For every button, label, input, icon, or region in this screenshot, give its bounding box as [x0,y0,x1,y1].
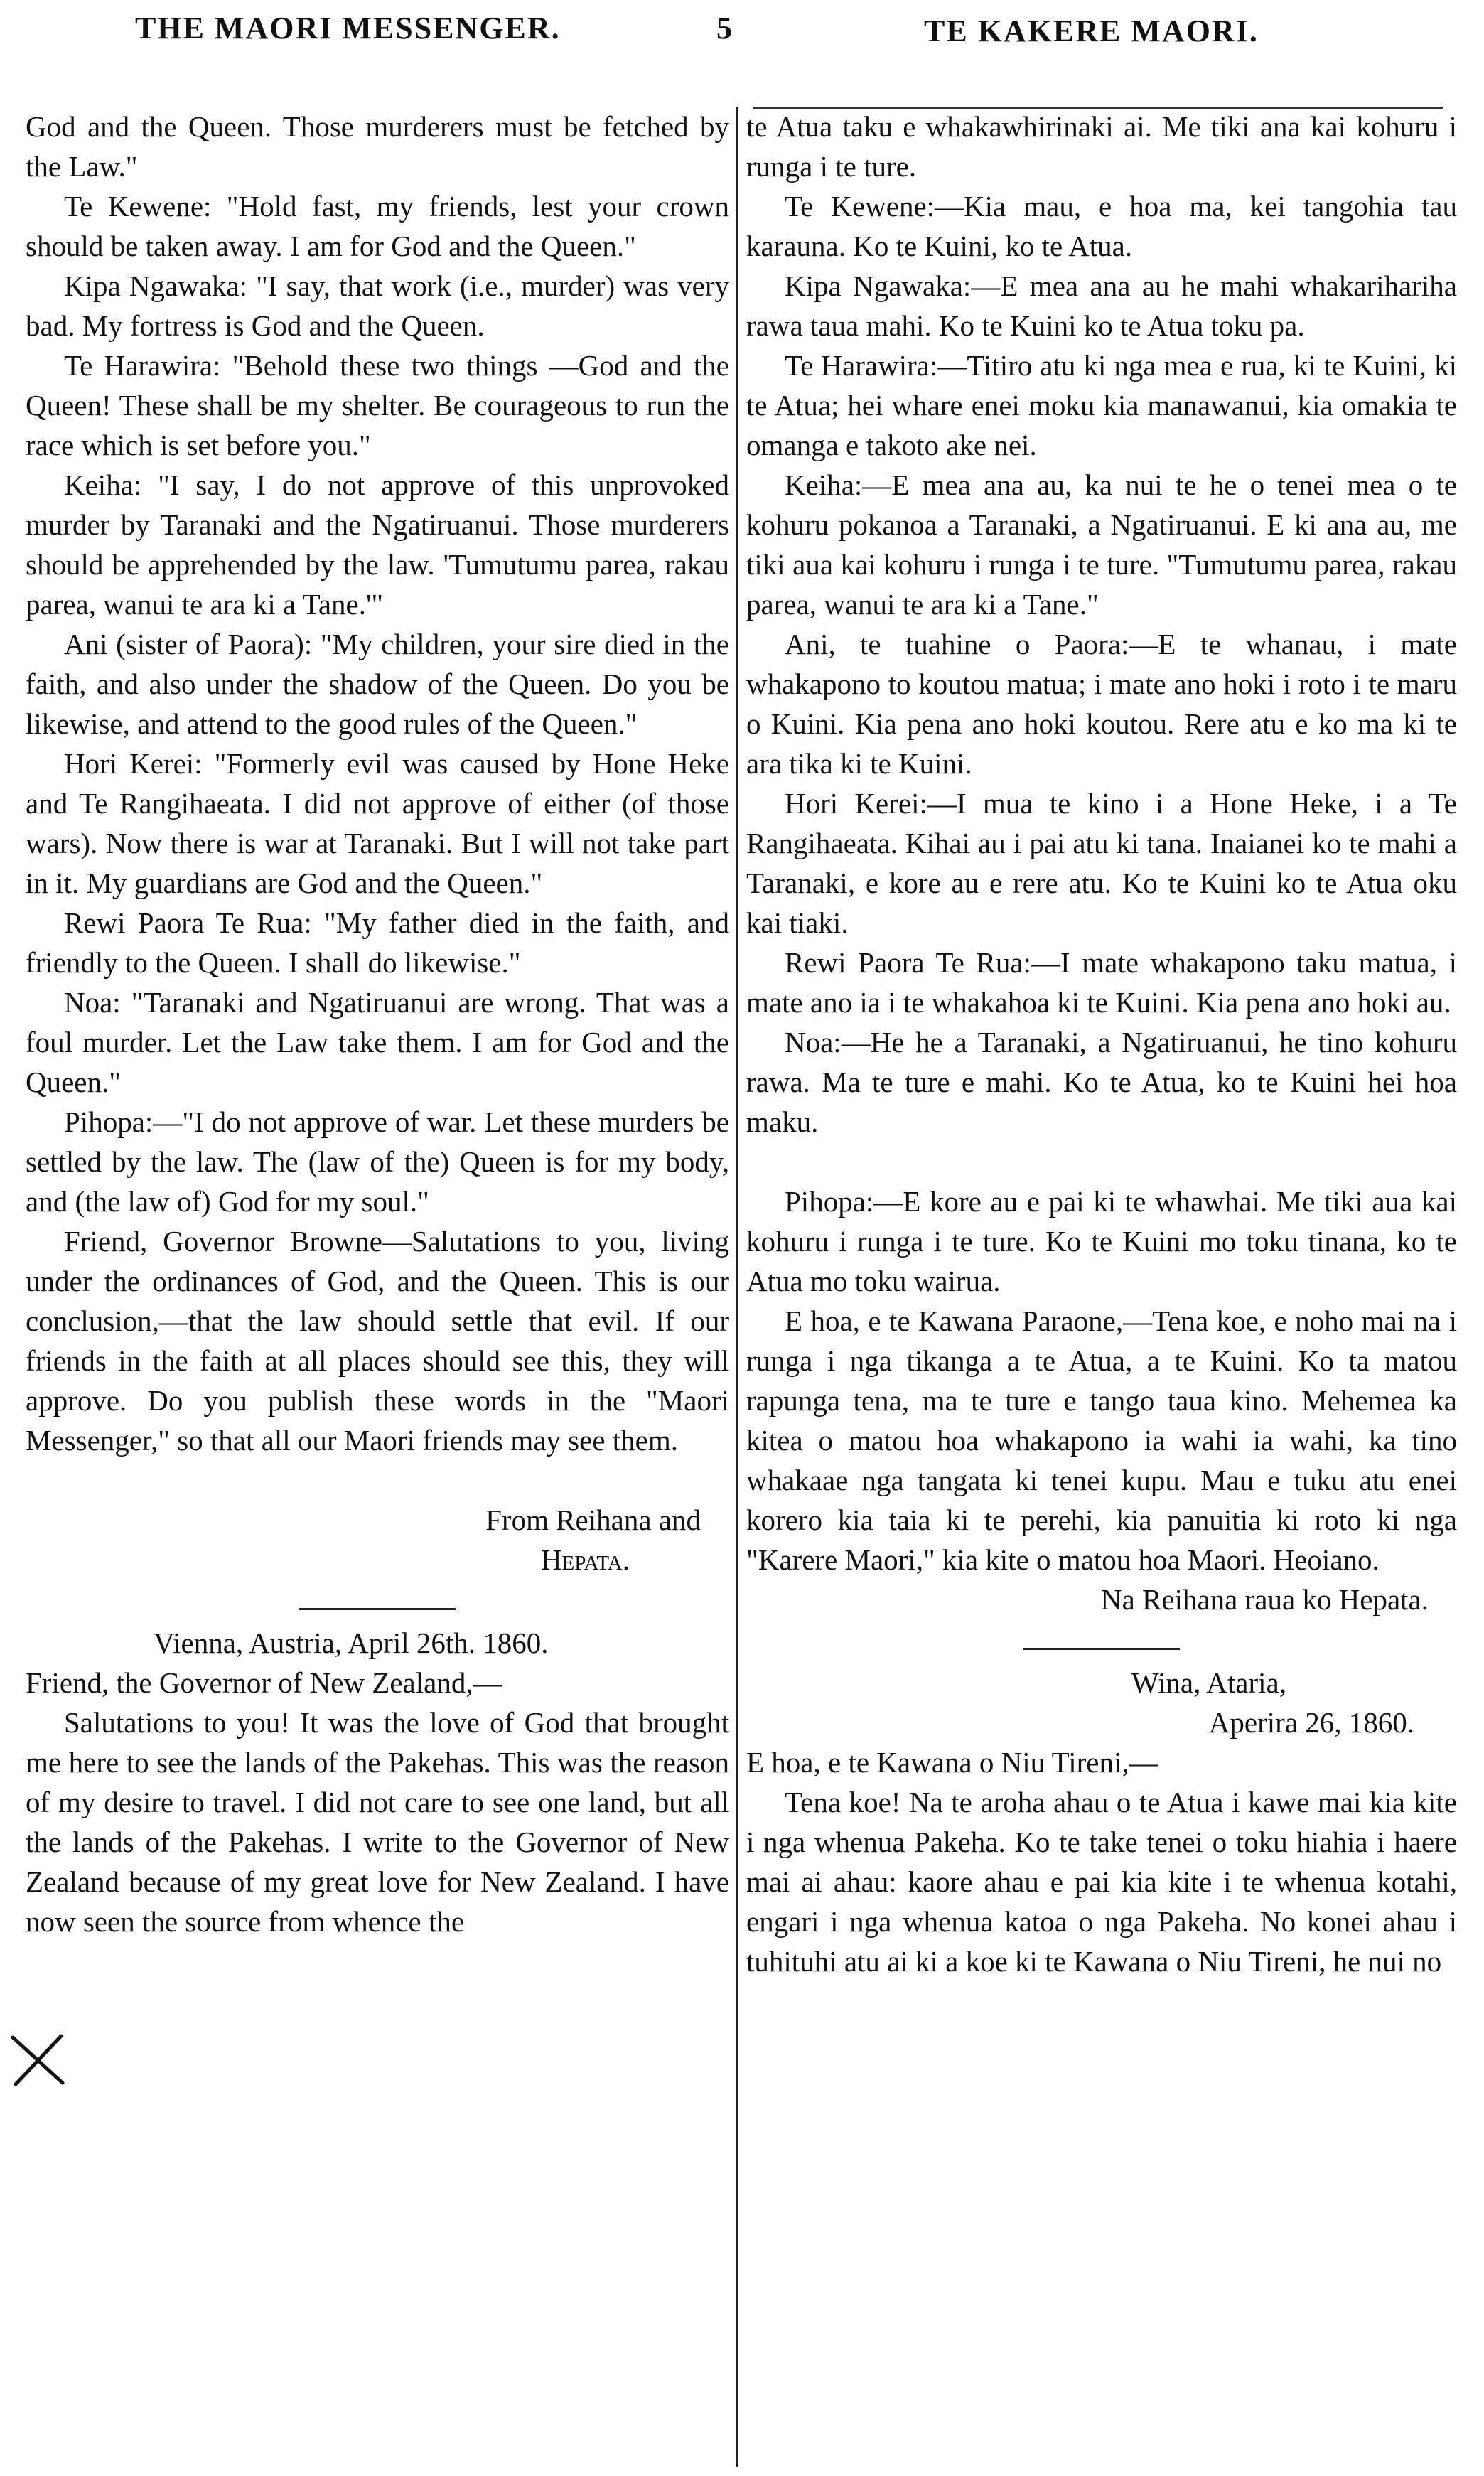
section-rule [1023,1648,1180,1650]
maori-paragraph: Noa:—He he a Taranaki, a Ngatiruanui, he tino kohuru rawa. Ma te ture e mahi. Ko te Atua, ko te Kuini hei hoa maku. [746,1026,1457,1138]
maori-column [746,107,1457,1981]
maori-paragraph: Keiha:—E mea ana au, ka nui te he o tenei mea o te kohuru pokanoa a Taranaki, a Ngatiruanui. E ki ana au, me tiki aua kai kohuru i runga i te ture. "Tumutumu parea, rakau parea, wanui te ara ki a Tane." [746,468,1457,621]
english-letter-body: Salutations to you! It was the love of God that brought me here to see the lands of the Pakehas. This was the reason of my desire to travel. I did not care to see one land, but all the lands of the Pakehas. I write to the Governor of New Zealand because of my great love for New Zealand. I have now seen the source from whence the [26,1706,729,1938]
english-letter-greeting: Friend, the Governor of New Zealand,— [26,1666,502,1699]
english-paragraph: Pihopa:—"I do not approve of war. Let these murders be settled by the law. The (law of the) Queen is for my body, and (the law of) God for my soul." [26,1105,729,1218]
maori-paragraph: Hori Kerei:—I mua te kino i a Hone Heke, i a Te Rangihaeata. Kihai au i pai atu ki tana. Inaianei ko te mahi a Taranaki, e kore au e rere atu. Ko te Kuini ko te Atua oku kai tiaki. [746,787,1457,939]
maori-signature: Na Reihana raua ko Hepata. [1100,1583,1429,1616]
english-signature-line1: From Reihana and [485,1504,701,1536]
english-paragraph: Friend, Governor Browne—Salutations to you, living under the ordinances of God, and the Queen. This is our conclusion,—that the law should settle that evil. If our friends in the faith at all places should see this, they will approve. Do you publish these words in the "Maori Messenger," so that all our Maori friends may see them. [26,1225,729,1457]
english-paragraph: Kipa Ngawaka: "I say, that work (i.e., murder) was very bad. My fortress is God and the Queen. [26,269,729,342]
english-paragraph: Hori Kerei: "Formerly evil was caused by Hone Heke and Te Rangihaeata. I did not approve of either (of those wars). Now there is war at Taranaki. But I will not take part in it. My guardians are God and the Queen." [26,747,729,899]
english-paragraph: Keiha: "I say, I do not approve of this unprovoked murder by Taranaki and the Ngatiruanui. Those murderers should be apprehended by the law. 'Tumutumu parea, rakau parea, wanui te ara ki a Tane.'" [26,468,729,621]
maori-paragraph: Te Harawira:—Titiro atu ki nga mea e rua, ki te Kuini, ki te Atua; hei whare enei moku kia manawanui, kia omakia te omanga e takoto ake nei. [746,349,1457,461]
maori-paragraph: E hoa, e te Kawana Paraone,—Tena koe, e noho mai na i runga i nga tikanga a te Atua, a te Kuini. Ko ta matou rapunga tena, ma te ture e tango taua kino. Mehemea ka kitea o matou hoa whakapono ia wahi ia wahi, ka tino whakaae nga tangata ki tenei kupu. Mau e tuku atu enei korero kia taia ki te perehi, kia panuitia ki roto ki nga "Karere Maori," kia kite o matou hoa Maori. Heoiano. [746,1304,1457,1576]
english-letter-date: Vienna, Austria, April 26th. 1860. [154,1626,549,1659]
english-paragraph: Te Harawira: "Behold these two things —God and the Queen! These shall be my shelter. Be courageous to run the race which is set before you." [26,349,729,461]
maori-paragraph: Pihopa:—E kore au e pai ki te whawhai. Me tiki aua kai kohuru i runga i te ture. Ko te Kuini mo toku tinana, ko te Atua mo toku wairua. [746,1185,1457,1297]
maori-paragraph: Ani, te tuahine o Paora:—E te whanau, i mate whakapono to koutou matua; i mate ano hoki i roto i te maru o Kuini. Kia pena ano hoki koutou. Rere atu e ko ma ki te ara tika ki te Kuini. [746,628,1457,780]
maori-paragraph: Te Kewene:—Kia mau, e hoa ma, kei tangohia tau karauna. Ko te Kuini, ko te Atua. [746,190,1457,262]
maori-paragraph: Rewi Paora Te Rua:—I mate whakapono taku matua, i mate ano ia i te whakahoa ki te Kuini. Kia pena ano hoki au. [746,946,1457,1019]
maori-paragraph: Kipa Ngawaka:—E mea ana au he mahi whakarihariha rawa taua mahi. Ko te Kuini ko te Atua toku pa. [746,269,1457,342]
english-paragraph: Te Kewene: "Hold fast, my friends, lest your crown should be taken away. I am for God and the Queen." [26,190,729,262]
maori-letter-body: Tena koe! Na te aroha ahau o te Atua i kawe mai kia kite i nga whenua Pakeha. Ko te take tenei o toku hiahia i haere mai ai ahau: kaore ahau e pai kia kite i te whenua kotahi, engari i nga whenua katoa o nga Pakeha. No konei ahau i tuhituhi atu ai ki a koe ki te Kawana o Niu Tireni, he nui no [746,1786,1457,1978]
maori-letter-place: Wina, Ataria, [1131,1666,1286,1699]
page-number: 5 [716,11,732,45]
maori-letter-greeting: E hoa, e te Kawana o Niu Tireni,— [746,1746,1158,1779]
handwritten-x-mark [6,2032,70,2089]
english-signature-line2: Hepata. [540,1543,630,1576]
english-column [26,107,729,1941]
english-title: THE MAORI MESSENGER. [135,11,561,45]
maori-letter-date: Aperira 26, 1860. [1208,1706,1414,1739]
section-rule [299,1608,456,1610]
maori-title: TE KAKERE MAORI. [924,14,1259,48]
maori-paragraph: te Atua taku e whakawhirinaki ai. Me tiki ana kai kohuru i runga i te ture. [746,110,1457,183]
column-divider [736,107,738,2467]
english-paragraph: Rewi Paora Te Rua: "My father died in the faith, and friendly to the Queen. I shall do likewise." [26,906,729,979]
page-header [0,10,1484,67]
english-paragraph: Noa: "Taranaki and Ngatiruanui are wrong. That was a foul murder. Let the Law take them. I am for God and the Queen." [26,986,729,1098]
english-paragraph: Ani (sister of Paora): "My children, your sire died in the faith, and also under the shadow of the Queen. Do you be likewise, and attend to the good rules of the Queen." [26,628,729,740]
english-paragraph: God and the Queen. Those murderers must be fetched by the Law." [26,110,729,183]
